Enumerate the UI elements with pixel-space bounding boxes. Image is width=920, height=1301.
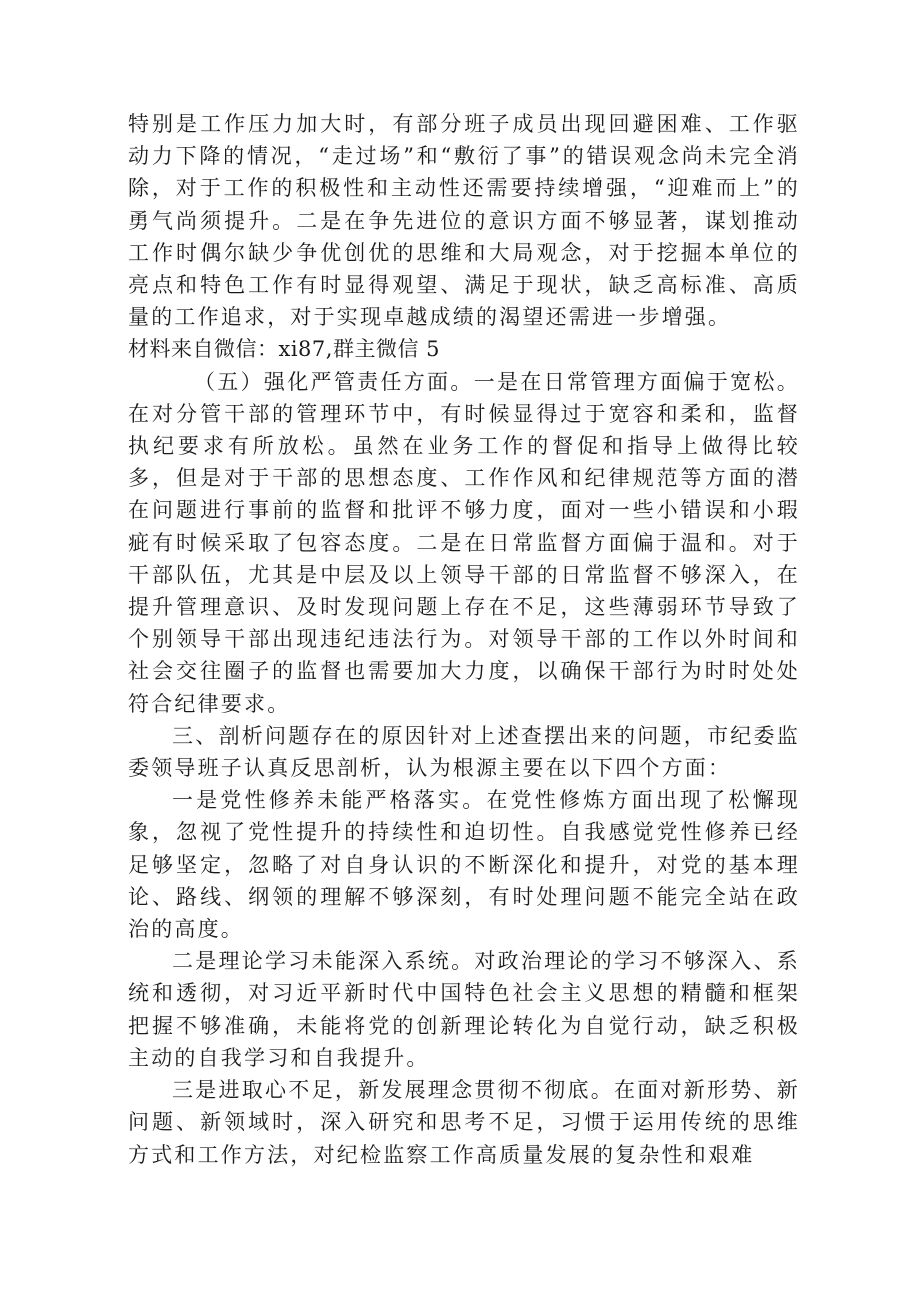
- paragraph-cause-one: 一是党性修养未能严格落实。在党性修炼方面出现了松懈现象，忽视了党性提升的持续性和迫切性。自我感觉党性修养已经足够坚定，忽略了对自身认识的不断深化和提升，对党的基本理论、路线、纲领的理解不够深刻，有时处理问题不能完全站在政治的高度。: [128, 788, 800, 942]
- paragraph-cause-three: 三是进取心不足，新发展理念贯彻不彻底。在面对新形势、新问题、新领域时，深入研究和思考不足，习惯于运用传统的思维方式和工作方法，对纪检监察工作高质量发展的复杂性和艰难: [128, 1078, 800, 1167]
- source-note: 材料来自微信：xi87,群主微信 5: [128, 337, 440, 362]
- section-heading-causes: 三、剖析问题存在的原因针对上述查摆出来的问题，市纪委监委领导班子认真反思剖析，认为根源主要在以下四个方面：: [128, 723, 800, 781]
- paragraph-continuation: 特别是工作压力加大时，有部分班子成员出现回避困难、工作驱动力下降的情况，“走过场”和“敷衍了事”的错误观念尚未完全消除，对于工作的积极性和主动性还需要持续增强，“迎难而上”的勇气尚须提升。二是在争先进位的意识方面不够显著，谋划推动工作时偶尔缺少争优创优的思维和大局观念，对于挖掘本单位的亮点和特色工作有时显得观望、满足于现状，缺乏高标准、高质量的工作追求，对于实现卓越成绩的渴望还需进一步增强。: [128, 112, 800, 330]
- document-body: [128, 108, 800, 1171]
- paragraph-section-five: （五）强化严管责任方面。一是在日常管理方面偏于宽松。在对分管干部的管理环节中，有时候显得过于宽容和柔和，监督执纪要求有所放松。虽然在业务工作的督促和指导上做得比较多，但是对于干部的思想态度、工作作风和纪律规范等方面的潜在问题进行事前的监督和批评不够力度，面对一些小错误和小瑕疵有时候采取了包容态度。二是在日常监督方面偏于温和。对于干部队伍，尤其是中层及以上领导干部的日常监督不够深入，在提升管理意识、及时发现问题上存在不足，这些薄弱环节导致了个别领导干部出现违纪违法行为。对领导干部的工作以外时间和社会交往圈子的监督也需要加大力度，以确保干部行为时时处处符合纪律要求。: [128, 369, 800, 716]
- paragraph-cause-two: 二是理论学习未能深入系统。对政治理论的学习不够深入、系统和透彻，对习近平新时代中国特色社会主义思想的精髓和框架把握不够准确，未能将党的创新理论转化为自觉行动，缺乏积极主动的自我学习和自我提升。: [128, 949, 800, 1070]
